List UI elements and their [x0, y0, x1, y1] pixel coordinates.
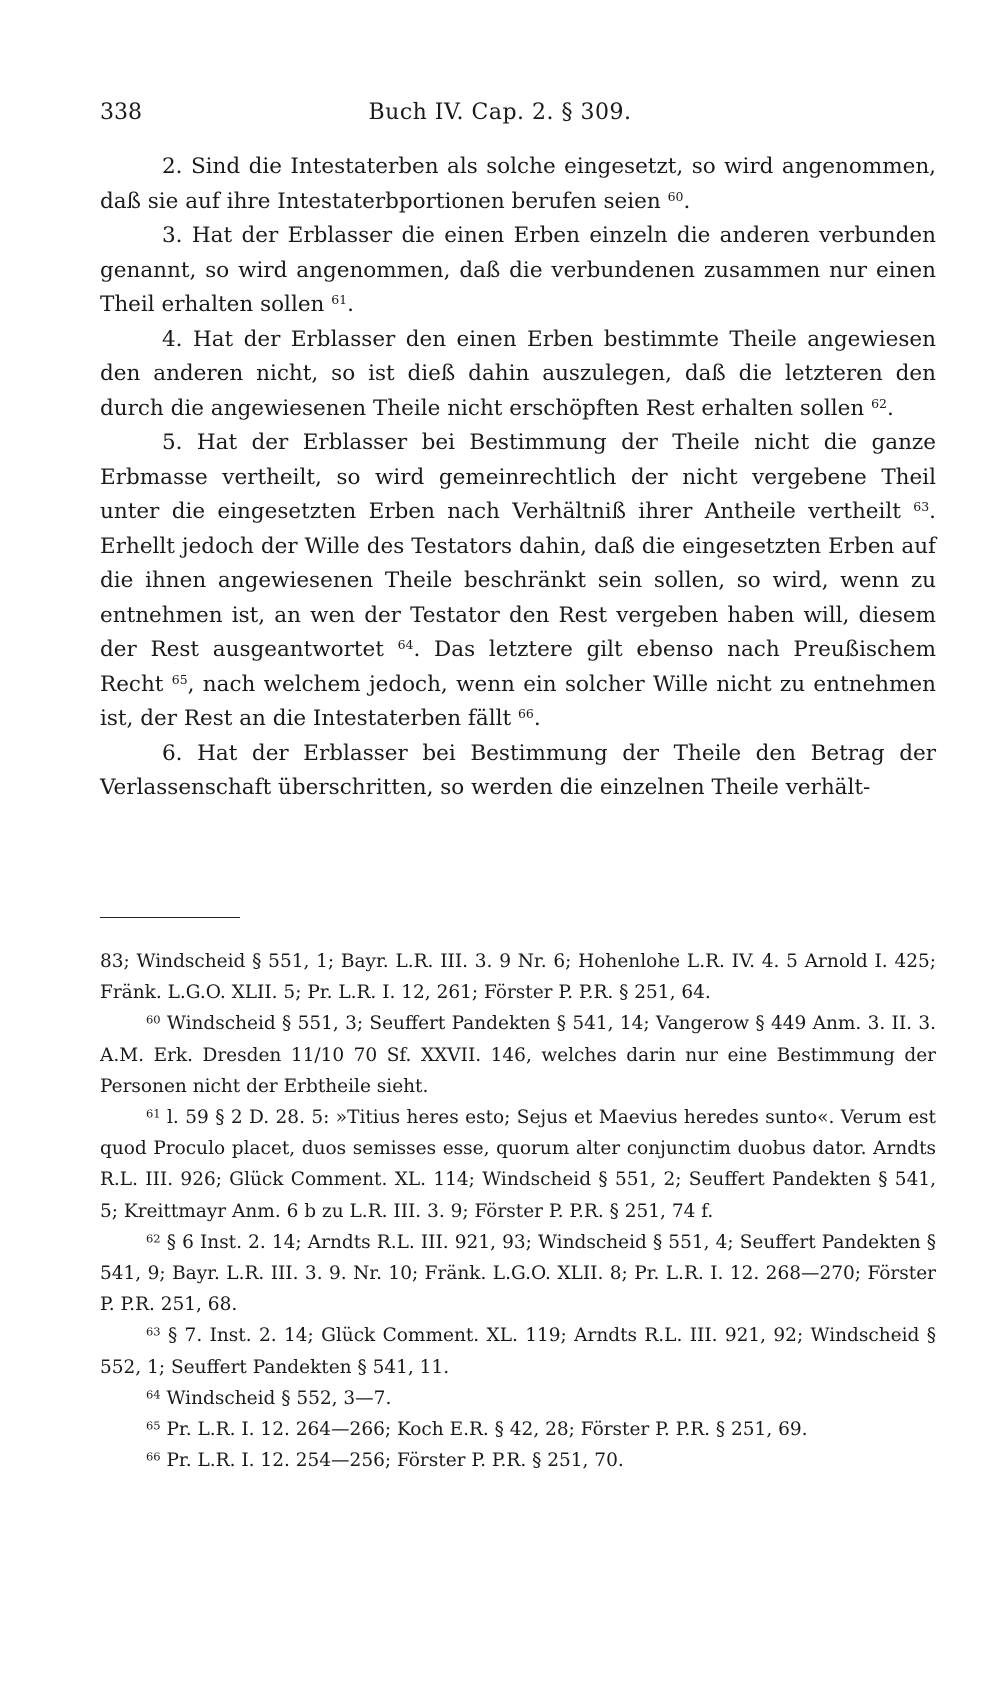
footnotes [100, 946, 936, 1476]
footnote-ref-65: 65 [171, 671, 188, 687]
footnote-65: $^{65}$ Pr. L.R. I. 12. 264—266; Koch E.R. § 42, 28; Förster P. P.R. § 251, 69. [146, 1418, 808, 1441]
footnote-mark: 61 [146, 1106, 161, 1121]
paragraph-3: 3. Hat der Erblasser die einen Erben einzeln die anderen verbunden genannt, so wird angenommen, daß die verbundenen zusammen nur einen Theil erhalten sollen $^{61}$. [100, 223, 936, 317]
footnote-ref-60: 60 [667, 188, 684, 204]
page-number: 338 [100, 100, 142, 125]
footnote-61: $^{61}$ l. 59 § 2 D. 28. 5: »Titius heres esto; Sejus et Maevius heredes sunto«. Verum est quod Proculo placet, duos semisses esse, quorum alter conjunctim duobus dator. Arndts R.L. III. 926; Glück Comment. XL. 114; Windscheid § 551, 2; Seuffert Pandekten § 541, 5; Kreittmayr Anm. 6 b zu L.R. III. 3. 9; Förster P. P.R. § 251, 74 f. [100, 1106, 936, 1222]
footnote-66: $^{66}$ Pr. L.R. I. 12. 254—256; Förster P. P.R. § 251, 70. [146, 1449, 624, 1472]
footnote-mark: 62 [146, 1231, 161, 1246]
paragraph-5: 5. Hat der Erblasser bei Bestimmung der Theile nicht die ganze Erbmasse vertheilt, so wird gemeinrechtlich der nicht vergebene Theil unter die eingesetzten Erben nach Verhältniß ihrer Antheile vertheilt $^{63}$. Erhellt jedoch der Wille des Testators dahin, daß die eingesetzten Erben auf die ihnen angewiesenen Theile beschränkt sein sollen, so wird, wenn zu entnehmen ist, an wen der Testator den Rest vergeben haben will, diesem der Rest ausgeantwortet $^{64}$. Das letztere gilt ebenso nach Preußischem Recht $^{65}$, nach welchem jedoch, wenn ein solcher Wille nicht zu entnehmen ist, der Rest an die Intestaterben fällt $^{66}$. [100, 430, 936, 731]
footnote-divider [100, 917, 240, 918]
footnote-mark: 64 [146, 1387, 161, 1402]
footnote-ref-64: 64 [397, 637, 414, 653]
paragraph-2: 2. Sind die Intestaterben als solche eingesetzt, so wird angenommen, daß sie auf ihre Intestaterbportionen berufen seien $^{60}$. [100, 154, 936, 214]
footnote-60: $^{60}$ Windscheid § 551, 3; Seuffert Pandekten § 541, 14; Vangerow § 449 Anm. 3. II. 3. A.M. Erk. Dresden 11/10 70 Sf. XXVII. 146, welches darin nur eine Bestimmung der Personen nicht der Erbtheile sieht. [100, 1012, 936, 1097]
main-text [100, 150, 936, 806]
footnote-continuation: 83; Windscheid § 551, 1; Bayr. L.R. III. 3. 9 Nr. 6; Hohenlohe L.R. IV. 4. 5 Arnold I. 425; Fränk. L.G.O. XLII. 5; Pr. L.R. I. 12, 261; Förster P. P.R. § 251, 64. [100, 951, 936, 1004]
footnote-62: $^{62}$ § 6 Inst. 2. 14; Arndts R.L. III. 921, 93; Windscheid § 551, 4; Seuffert Pandekten § 541, 9; Bayr. L.R. III. 3. 9. Nr. 10; Fränk. L.G.O. XLII. 8; Pr. L.R. I. 12. 268—270; Förster P. P.R. 251, 68. [100, 1231, 936, 1316]
footnote-ref-66: 66 [517, 706, 534, 722]
footnote-64: $^{64}$ Windscheid § 552, 3—7. [146, 1387, 392, 1409]
footnote-mark: 60 [146, 1012, 161, 1027]
footnote-ref-61: 61 [331, 292, 348, 308]
footnote-mark: 65 [146, 1418, 161, 1433]
running-head [100, 100, 900, 134]
footnote-ref-62: 62 [871, 395, 887, 411]
paragraph-4: 4. Hat der Erblasser den einen Erben bestimmte Theile angewiesen den anderen nicht, so ist dieß dahin auszulegen, daß die letzteren den durch die angewiesenen Theile nicht erschöpften Rest erhalten sollen $^{62}$. [100, 326, 936, 421]
footnote-63: $^{63}$ § 7. Inst. 2. 14; Glück Comment. XL. 119; Arndts R.L. III. 921, 92; Windscheid § 552, 1; Seuffert Pandekten § 541, 11. [100, 1324, 936, 1378]
running-title: Buch IV. Cap. 2. § 309. [368, 100, 632, 125]
footnote-ref-63: 63 [913, 499, 930, 515]
footnote-mark: 63 [146, 1324, 161, 1339]
paragraph-6: 6. Hat der Erblasser bei Bestimmung der Theile den Betrag der Verlassenschaft überschritten, so werden die einzelnen Theile verhält- [100, 740, 936, 800]
footnote-mark: 66 [146, 1449, 161, 1464]
